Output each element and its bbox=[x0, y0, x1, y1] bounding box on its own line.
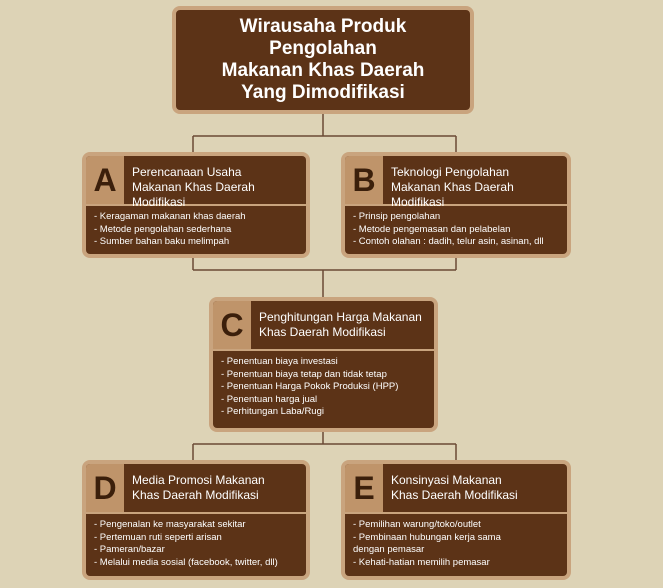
node-d bbox=[82, 460, 310, 580]
node-e-items bbox=[345, 514, 567, 569]
node-a-items bbox=[86, 206, 306, 249]
node-a-item: - Sumber bahan baku melimpah bbox=[94, 236, 230, 248]
node-e-item: - Kehati-hatian memilih pemasar bbox=[353, 556, 490, 568]
connector-ab-to-c bbox=[193, 258, 456, 297]
node-a-title: Perencanaan Usaha Makanan Khas Daerah Modifikasi bbox=[132, 165, 255, 209]
connector-root-to-ab bbox=[193, 114, 456, 152]
root-node bbox=[172, 6, 474, 114]
node-e-item: - Pemilihan warung/toko/outlet bbox=[353, 519, 481, 530]
node-d-item: - Melalui media sosial (facebook, twitter, dll) bbox=[94, 556, 278, 568]
node-b-letter: B bbox=[345, 156, 383, 204]
node-e-letter: E bbox=[345, 464, 383, 512]
node-c-title: Penghitungan Harga Makanan Khas Daerah Modifikasi bbox=[259, 310, 422, 339]
node-a-item: - Keragaman makanan khas daerah bbox=[94, 211, 246, 222]
node-c-items bbox=[213, 351, 434, 419]
node-e-title: Konsinyasi Makanan Khas Daerah Modifikasi bbox=[391, 473, 518, 502]
node-a-item: - Metode pengolahan sederhana bbox=[94, 223, 232, 235]
node-d-title: Media Promosi Makanan Khas Daerah Modifikasi bbox=[132, 473, 265, 502]
node-c-letter: C bbox=[213, 301, 251, 349]
node-a bbox=[82, 152, 310, 258]
root-title: Wirausaha Produk Pengolahan Makanan Khas Daerah Yang Dimodifikasi bbox=[221, 16, 425, 103]
node-a-letter: A bbox=[86, 156, 124, 204]
node-d-item: - Pameran/bazar bbox=[94, 544, 165, 556]
node-e bbox=[341, 460, 571, 580]
node-d-letter: D bbox=[86, 464, 124, 512]
node-b-item: - Metode pengemasan dan pelabelan bbox=[353, 223, 511, 235]
node-d-item: - Pengenalan ke masyarakat sekitar bbox=[94, 519, 246, 530]
node-c-item: - Penentuan harga jual bbox=[221, 393, 318, 405]
connector-c-to-de bbox=[193, 432, 456, 460]
node-c-item: - Penentuan biaya investasi bbox=[221, 356, 338, 367]
node-d-items bbox=[86, 514, 306, 569]
node-c bbox=[209, 297, 438, 432]
node-c-item: - Penentuan Harga Pokok Produksi (HPP) bbox=[221, 381, 399, 393]
node-c-item: - Perhitungan Laba/Rugi bbox=[221, 406, 324, 418]
node-b bbox=[341, 152, 571, 258]
node-e-item: - Pembinaan hubungan kerja sama dengan pemasar bbox=[353, 531, 501, 556]
node-b-title: Teknologi Pengolahan Makanan Khas Daerah Modifikasi bbox=[391, 165, 514, 209]
node-b-item: - Prinsip pengolahan bbox=[353, 211, 441, 222]
node-d-item: - Pertemuan ruti seperti arisan bbox=[94, 531, 222, 543]
node-c-item: - Penentuan biaya tetap dan tidak tetap bbox=[221, 368, 387, 380]
node-b-items bbox=[345, 206, 567, 249]
node-b-item: - Contoh olahan : dadih, telur asin, asinan, dll bbox=[353, 236, 544, 248]
